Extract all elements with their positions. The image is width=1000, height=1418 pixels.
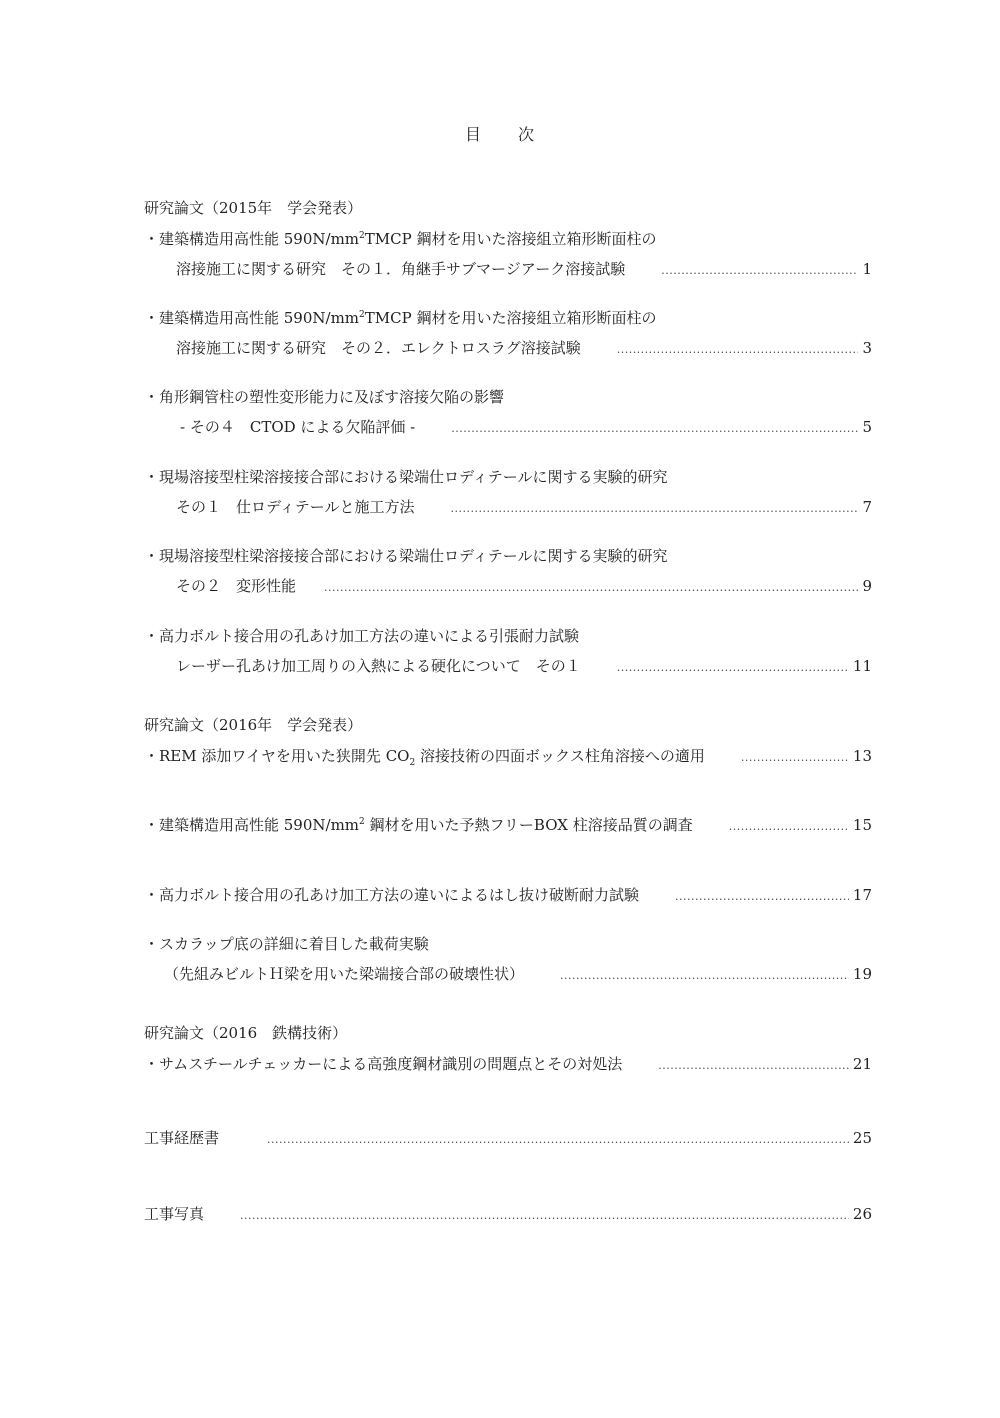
toc-entry-1-line1[interactable] xyxy=(144,229,656,249)
section-heading-2016-tekko: 研究論文（2016 鉄構技術） xyxy=(144,1024,348,1042)
toc-entry-4-title: その１ 仕ロディテールと施工方法 xyxy=(176,498,415,516)
toc-entry-3-title: - その４ CTOD による欠陥評価 - xyxy=(180,418,416,436)
toc-entry-4-line2[interactable] xyxy=(176,497,872,519)
title-char-2: 次 xyxy=(518,125,536,144)
toc-entry-10-title: （先組みビルトＨ梁を用いた梁端接合部の破壊性状） xyxy=(164,965,525,983)
toc-entry-10-line2[interactable] xyxy=(164,964,872,986)
toc-entry-12-page: 25 xyxy=(852,1129,872,1147)
toc-entry-8-title xyxy=(144,815,693,835)
toc-entry-6-title: レーザー孔あけ加工周りの入熱による硬化について その１ xyxy=(176,657,581,675)
toc-entry-construction-history[interactable] xyxy=(144,1128,872,1150)
toc-entry-5-line1[interactable]: ・現場溶接型柱梁溶接接合部における梁端仕ロディテールに関する実験的研究 xyxy=(144,547,668,565)
toc-entry-1-line1-text-a: ・建築構造用高性能 590N/mm xyxy=(144,230,360,248)
toc-entry-13-title: 工事写真 xyxy=(144,1205,205,1223)
toc-entry-2-line1[interactable] xyxy=(144,308,656,328)
toc-entry-6-line1[interactable]: ・高力ボルト接合用の孔あけ加工方法の違いによる引張耐力試験 xyxy=(144,627,580,645)
toc-entry-7-title xyxy=(144,746,705,766)
toc-entry-7-text-a: ・REM 添加ワイヤを用いた狭開先 CO xyxy=(144,747,410,765)
toc-entry-9-page: 17 xyxy=(852,886,872,904)
toc-entry-7-page: 13 xyxy=(852,747,872,765)
toc-leader-dots xyxy=(741,748,849,768)
toc-entry-2-line2[interactable] xyxy=(176,338,872,360)
section-heading-2015: 研究論文（2015年 学会発表） xyxy=(144,199,363,217)
toc-leader-dots xyxy=(451,499,859,519)
toc-leader-dots xyxy=(658,1056,849,1076)
toc-entry-13-page: 26 xyxy=(852,1205,872,1223)
title-char-1: 目 xyxy=(464,125,482,144)
toc-entry-10-line1[interactable]: ・スカラップ底の詳細に着目した載荷実験 xyxy=(144,935,429,953)
toc-leader-dots xyxy=(729,817,849,837)
toc-entry-1-page: 1 xyxy=(862,260,872,278)
toc-entry-2-superscript: 2 xyxy=(359,310,365,320)
toc-entry-9-title: ・高力ボルト接合用の孔あけ加工方法の違いによるはし抜け破断耐力試験 xyxy=(144,886,640,904)
toc-leader-dots xyxy=(324,578,858,598)
toc-entry-4-line1[interactable]: ・現場溶接型柱梁溶接接合部における梁端仕ロディテールに関する実験的研究 xyxy=(144,468,668,486)
toc-leader-dots xyxy=(560,966,849,986)
toc-entry-3-line2[interactable] xyxy=(180,417,872,439)
toc-entry-8-text-a: ・建築構造用高性能 590N/mm xyxy=(144,816,360,834)
toc-entry-1-title: 溶接施工に関する研究 その１．角継手サブマージアーク溶接試験 xyxy=(176,260,626,278)
toc-leader-dots xyxy=(617,658,849,678)
toc-entry-3-line1[interactable]: ・角形鋼管柱の塑性変形能力に及ぼす溶接欠陥の影響 xyxy=(144,388,505,406)
toc-entry-8-page: 15 xyxy=(852,816,872,834)
toc-entry-7-subscript: 2 xyxy=(409,758,416,768)
toc-entry-4-page: 7 xyxy=(862,498,872,516)
toc-entry-7-text-b: 溶接技術の四面ボックス柱角溶接への適用 xyxy=(415,747,705,765)
toc-entry-2-line1-text-b: TMCP 鋼材を用いた溶接組立箱形断面柱の xyxy=(364,309,657,327)
toc-entry-2-title: 溶接施工に関する研究 その２．エレクトロスラグ溶接試験 xyxy=(176,339,581,357)
toc-entry-12-title: 工事経歴書 xyxy=(144,1129,220,1147)
toc-leader-dots xyxy=(451,419,858,439)
toc-entry-6-page: 11 xyxy=(852,657,872,675)
toc-entry-1-line2[interactable] xyxy=(176,259,872,281)
toc-entry-8-superscript: 2 xyxy=(359,817,365,827)
toc-leader-dots xyxy=(617,340,859,360)
toc-leader-dots xyxy=(240,1206,849,1226)
toc-entry-9[interactable] xyxy=(144,885,872,907)
toc-leader-dots xyxy=(675,887,849,907)
toc-entry-2-page: 3 xyxy=(862,339,872,357)
toc-entry-11-page: 21 xyxy=(852,1055,872,1073)
toc-entry-11-title: ・サムスチールチェッカーによる高強度鋼材識別の問題点とその対処法 xyxy=(144,1055,623,1073)
toc-entry-8[interactable] xyxy=(144,815,872,837)
toc-entry-10-page: 19 xyxy=(852,965,872,983)
toc-entry-11[interactable] xyxy=(144,1054,872,1076)
toc-entry-8-text-b: 鋼材を用いた予熱フリーBOX 柱溶接品質の調査 xyxy=(364,816,693,834)
toc-leader-dots xyxy=(267,1130,849,1150)
toc-entry-5-page: 9 xyxy=(862,577,872,595)
toc-entry-construction-photos[interactable] xyxy=(144,1204,872,1226)
page-title xyxy=(0,122,1000,145)
toc-entry-3-page: 5 xyxy=(862,418,872,436)
toc-entry-5-line2[interactable] xyxy=(176,576,872,598)
section-heading-2016: 研究論文（2016年 学会発表） xyxy=(144,716,363,734)
toc-entry-2-line1-text-a: ・建築構造用高性能 590N/mm xyxy=(144,309,360,327)
toc-leader-dots xyxy=(661,261,858,281)
toc-entry-1-line1-text-b: TMCP 鋼材を用いた溶接組立箱形断面柱の xyxy=(364,230,657,248)
toc-entry-7[interactable] xyxy=(144,746,872,768)
toc-entry-5-title: その２ 変形性能 xyxy=(176,577,297,595)
toc-entry-6-line2[interactable] xyxy=(176,656,872,678)
toc-entry-1-superscript: 2 xyxy=(359,231,365,241)
